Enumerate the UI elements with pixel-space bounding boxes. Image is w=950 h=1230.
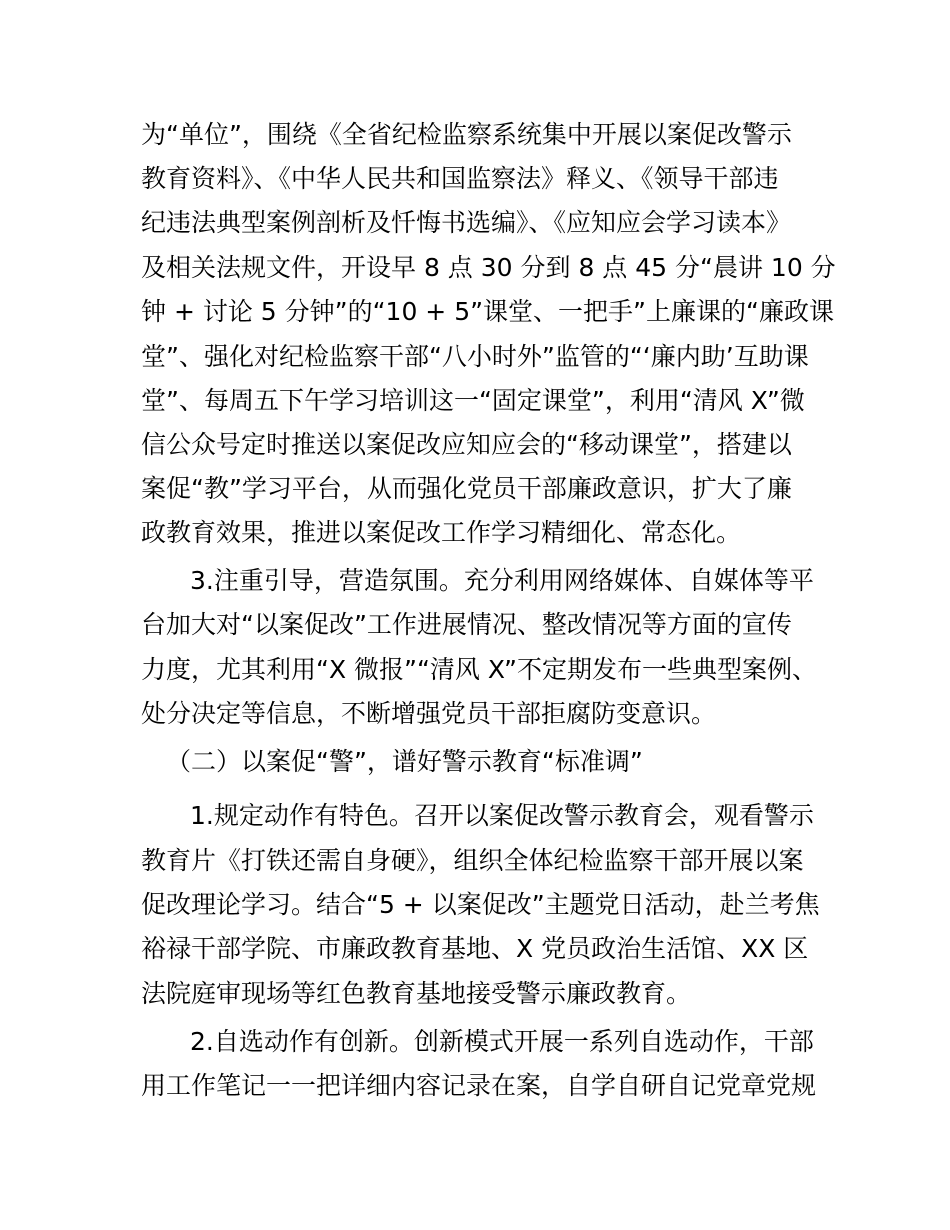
text-line: 堂”、强化对纪检监察干部“八小时外”监管的“‘廉内助’互助课 (141, 342, 809, 371)
text-line: 钟 + 讨论 5 分钟”的“10 + 5”课堂、一把手”上廉课的“廉政课 (141, 297, 834, 326)
text-line: 教育片《打铁还需自身硬》，组织全体纪检监察干部开展以案 (141, 846, 804, 875)
text-line: 为“单位”，围绕《全省纪检监察系统集中开展以案促改警示 (141, 120, 792, 149)
text-line: 政教育效果，推进以案促改工作学习精细化、常态化。 (141, 518, 742, 547)
text-line: 力度，尤其利用“X 微报”“清风 X”不定期发布一些典型案例、 (141, 655, 817, 684)
text-line: 促改理论学习。结合“5 + 以案促改”主题党日活动，赴兰考焦 (141, 890, 820, 919)
text-line: 台加大对“以案促改”工作进展情况、整改情况等方面的宣传 (141, 610, 792, 639)
text-line: 及相关法规文件，开设早 8 点 30 分到 8 点 45 分“晨讲 10 分 (141, 253, 836, 282)
text-line: 纪违法典型案例剖析及忏悔书选编》、《应知应会学习读本》 (141, 208, 792, 237)
heading-line: （二）以案促“警”，谱好警示教育“标准调” (166, 747, 643, 776)
text-line: 案促“教”学习平台，从而强化党员干部廉政意识，扩大了廉 (141, 474, 792, 503)
text-line: 用工作笔记一一把详细内容记录在案，自学自研自记党章党规 (141, 1071, 817, 1100)
text-line: 处分决定等信息，不断增强党员干部拒腐防变意识。 (141, 699, 717, 728)
text-line: 2.自选动作有创新。创新模式开展一系列自选动作，干部 (190, 1027, 814, 1056)
text-line: 堂”、每周五下午学习培训这一“固定课堂”，利用“清风 X”微 (141, 386, 805, 415)
text-line: 教育资料》、《中华人民共和国监察法》释义、《领导干部违 (141, 164, 779, 193)
text-line: 裕禄干部学院、市廉政教育基地、X 党员政治生活馆、XX 区 (141, 934, 809, 963)
text-line: 法院庭审现场等红色教育基地接受警示廉政教育。 (141, 979, 692, 1008)
text-line: 3.注重引导，营造氛围。充分利用网络媒体、自媒体等平 (190, 566, 814, 595)
text-line: 信公众号定时推送以案促改应知应会的“移动课堂”，搭建以 (141, 430, 792, 459)
text-line: 1.规定动作有特色。召开以案促改警示教育会，观看警示 (190, 801, 814, 830)
